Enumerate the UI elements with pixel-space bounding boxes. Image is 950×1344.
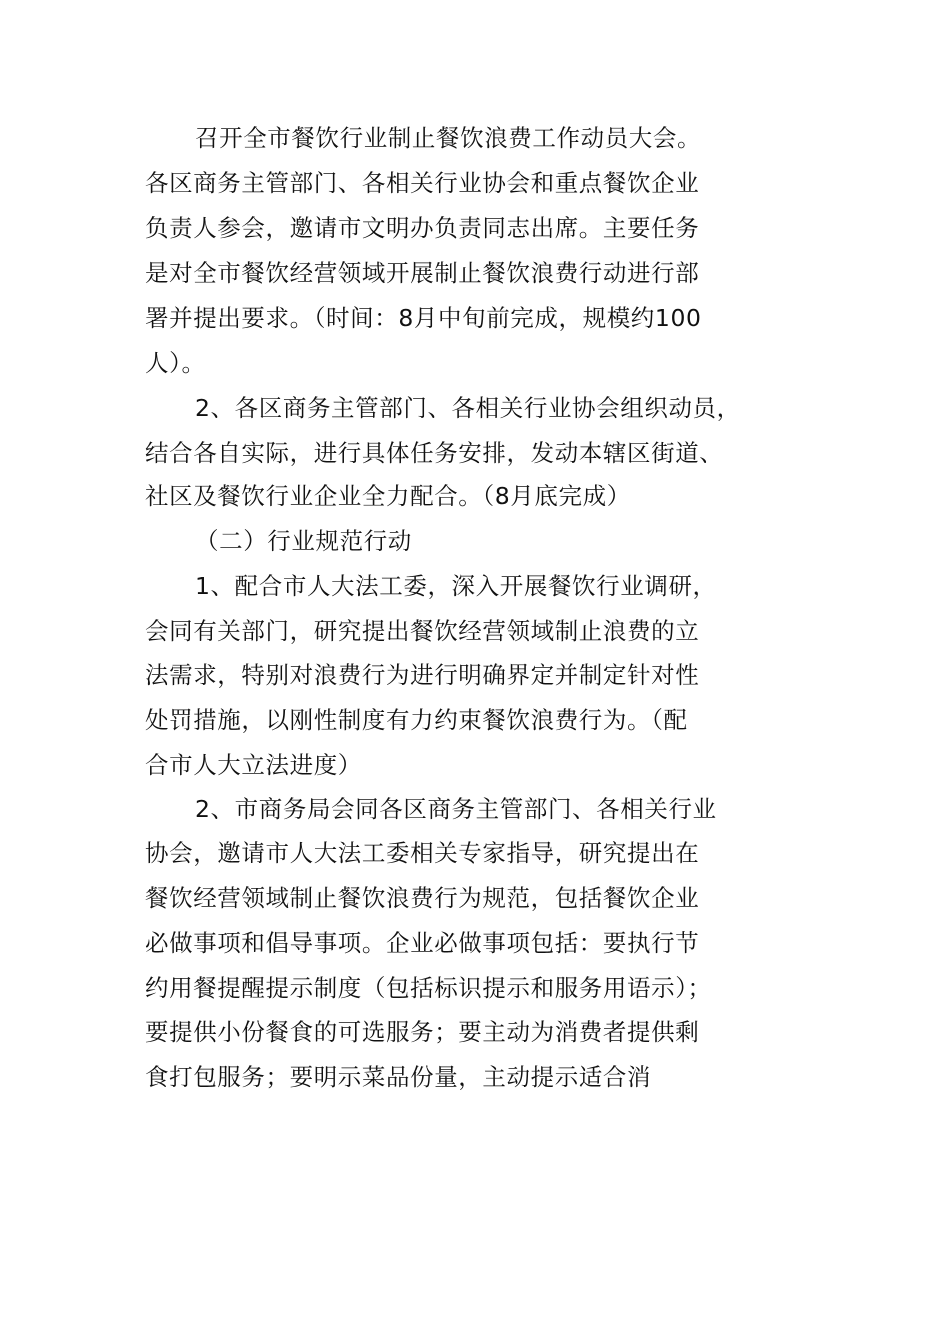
paragraph-line: 餐饮经营领域制止餐饮浪费行为规范，包括餐饮企业 (145, 884, 700, 912)
paragraph-line: 食打包服务；要明示菜品份量，主动提示适合消 (145, 1063, 652, 1091)
paragraph-line: 约用餐提醒提示制度（包括标识提示和服务用语示）； (145, 974, 712, 1002)
paragraph-line: 人）。 (145, 349, 206, 377)
paragraph-line: 协会，邀请市人大法工委相关专家指导，研究提出在 (145, 839, 700, 867)
paragraph-line: 是对全市餐饮经营领域开展制止餐饮浪费行动进行部 (145, 259, 700, 287)
paragraph-line: 必做事项和倡导事项。企业必做事项包括：要执行节 (145, 929, 700, 957)
paragraph-line: 署并提出要求。（时间：8月中旬前完成，规模约100 (145, 304, 702, 332)
paragraph-line: 合市人大立法进度） (145, 751, 362, 779)
paragraph-line: 负责人参会，邀请市文明办负责同志出席。主要任务 (145, 214, 700, 242)
paragraph-line: 各区商务主管部门、各相关行业协会和重点餐饮企业 (145, 169, 700, 197)
paragraph-line: 社区及餐饮行业企业全力配合。（8月底完成） (145, 482, 631, 510)
paragraph-line: 2、市商务局会同各区商务主管部门、各相关行业 (195, 795, 717, 823)
paragraph-line: 结合各自实际，进行具体任务安排，发动本辖区街道、 (145, 439, 724, 467)
paragraph-line: 法需求，特别对浪费行为进行明确界定并制定针对性 (145, 661, 700, 689)
paragraph-line: 要提供小份餐食的可选服务；要主动为消费者提供剩 (145, 1018, 700, 1046)
paragraph-line: 2、各区商务主管部门、各相关行业协会组织动员， (195, 394, 741, 422)
paragraph-line: 处罚措施，以刚性制度有力约束餐饮浪费行为。（配 (145, 706, 688, 734)
section-heading: （二）行业规范行动 (195, 527, 412, 555)
paragraph-line: 会同有关部门，研究提出餐饮经营领域制止浪费的立 (145, 617, 700, 645)
paragraph-line: 1、配合市人大法工委，深入开展餐饮行业调研， (195, 572, 717, 600)
paragraph-line: 召开全市餐饮行业制止餐饮浪费工作动员大会。 (195, 124, 702, 152)
